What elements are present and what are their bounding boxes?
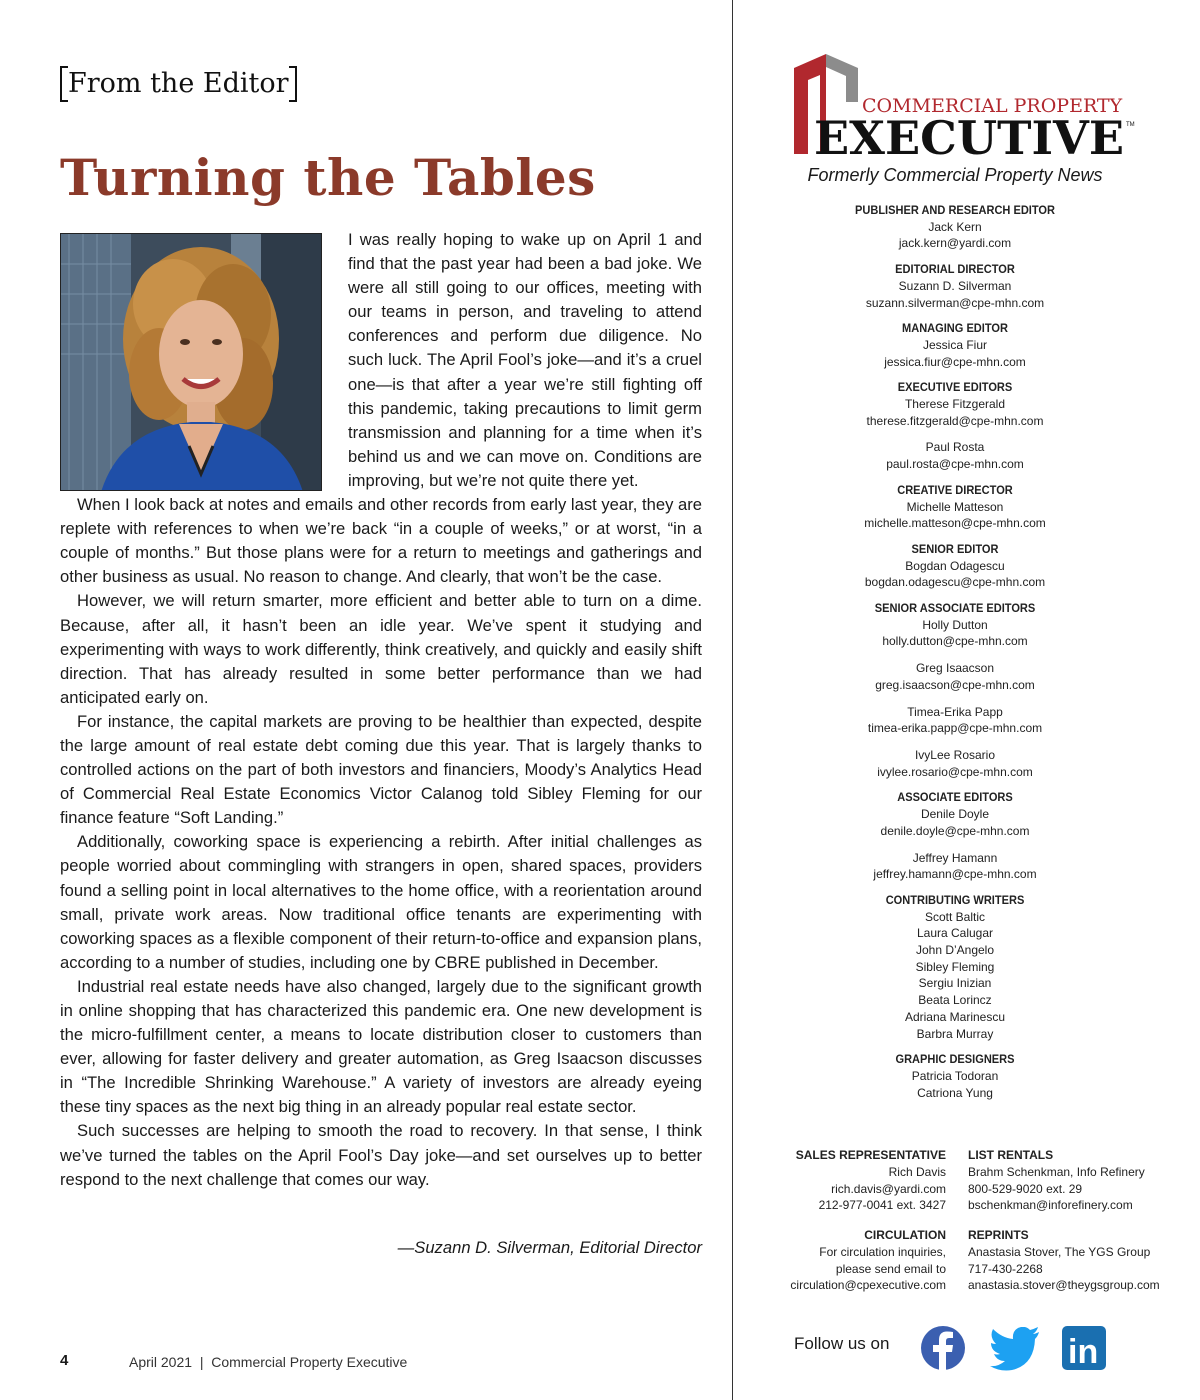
reprints-block — [968, 1227, 1158, 1294]
masthead-name: Patricia Todoran — [911, 1068, 999, 1083]
formerly-tagline: Formerly Commercial Property News — [807, 165, 1103, 185]
masthead-name: Denile Doyle — [920, 807, 990, 822]
reprints-role: REPRINTS — [968, 1228, 1029, 1242]
issue-footer: April 2021 | Commercial Property Executive — [129, 1354, 408, 1370]
masthead-name: Scott Baltic — [924, 909, 986, 924]
article-paragraph: For instance, the capital markets are proving to be healthier than expected, despite the large amount of real estate debt coming due this year. That is largely thanks to controlled actions on the part of both investors and financiers, Moody’s Analytics Head of Commercial Real Estate Economics Victor Calanog told Sibley Fleming for our finance feature “Soft Landing.” — [60, 711, 702, 828]
masthead-role: MANAGING EDITOR — [902, 321, 1008, 336]
reprints-email: anastasia.stover@theygsgroup.com — [968, 1278, 1160, 1293]
masthead-name: Catriona Yung — [917, 1085, 993, 1100]
rentals-role: LIST RENTALS — [968, 1148, 1054, 1162]
masthead-name: Adriana Marinescu — [904, 1009, 1006, 1024]
linkedin-icon[interactable] — [1062, 1326, 1108, 1372]
masthead-email: ivylee.rosario@cpe-mhn.com — [877, 764, 1033, 779]
logo-line1: COMMERCIAL PROPERTY — [862, 95, 1123, 117]
masthead-role: GRAPHIC DESIGNERS — [895, 1052, 1015, 1067]
section-label: From the Editor — [60, 66, 297, 102]
masthead-role: CREATIVE DIRECTOR — [897, 482, 1013, 497]
masthead-name: Paul Rosta — [925, 440, 985, 455]
masthead-name: Barbra Murray — [916, 1026, 994, 1041]
masthead-name: Bogdan Odagescu — [905, 558, 1005, 573]
article-paragraph: Industrial real estate needs have also changed, largely due to the significant growth in online shopping that has characterized this pandemic era. One new development is the micro-fulfillment center, a means to locate distribution closer to customers than ever, allowing for faster delivery and greater automation, as Greg Isaacson discusses in “The Incredible Shrinking Warehouse.” A variety of investors are already eyeing these tiny spaces as the next big thing in an already popular real estate sector. — [60, 976, 702, 1117]
masthead-email: jessica.fiur@cpe-mhn.com — [884, 354, 1026, 369]
masthead-role: EXECUTIVE EDITORS — [897, 380, 1013, 395]
masthead-name: Sibley Fleming — [915, 959, 995, 974]
sales-block — [770, 1147, 946, 1214]
article-paragraph: Such successes are helping to smooth the road to recovery. In that sense, I think we’ve turned the tables on the April Fool’s Day joke—and set ourselves up to better respond to the next challenge that comes our way. — [60, 1121, 702, 1189]
masthead-name: Beata Lorincz — [918, 993, 992, 1008]
masthead-email: paul.rosta@cpe-mhn.com — [886, 457, 1024, 472]
page-number: 4 — [60, 1352, 69, 1369]
rentals-email: bschenkman@inforefinery.com — [968, 1198, 1133, 1213]
masthead-role: ASSOCIATE EDITORS — [897, 790, 1013, 805]
masthead-name: Jessica Fiur — [922, 337, 987, 352]
masthead-email: michelle.matteson@cpe-mhn.com — [864, 516, 1046, 531]
masthead-name: Michelle Matteson — [906, 499, 1004, 514]
masthead-email: bogdan.odagescu@cpe-mhn.com — [864, 575, 1046, 590]
circulation-line1: For circulation inquiries, — [819, 1244, 946, 1259]
masthead-name: Jack Kern — [928, 219, 982, 234]
follow-us-label: Follow us on — [794, 1334, 890, 1353]
article-signature: —Suzann D. Silverman, Editorial Director — [397, 1238, 702, 1257]
logo-tm: TM — [1126, 122, 1135, 128]
masthead-role: SENIOR EDITOR — [911, 541, 999, 556]
circulation-email: circulation@cpexecutive.com — [790, 1278, 946, 1293]
masthead-name: Jeffrey Hamann — [912, 850, 998, 865]
sales-name: Rich Davis — [888, 1164, 946, 1179]
circulation-role: CIRCULATION — [864, 1228, 946, 1242]
masthead-email: jeffrey.hamann@cpe-mhn.com — [873, 867, 1037, 882]
masthead — [830, 202, 1080, 1110]
rentals-block — [968, 1147, 1158, 1214]
article-paragraph: However, we will return smarter, more efficient and better able to turn on a dime. Because, after all, it hasn’t been an idle year. We’ve spent it studying and experimenting with ways to work differently, think creatively, and quickly and easily shift direction. That has already resulted in some better performance than we had anticipated early on. — [60, 591, 702, 707]
masthead-name: Therese Fitzgerald — [904, 397, 1006, 412]
circulation-line2: please send email to — [835, 1261, 946, 1276]
masthead-name: Laura Calugar — [916, 926, 994, 941]
masthead-email: therese.fitzgerald@cpe-mhn.com — [866, 413, 1044, 428]
masthead-name: Suzann D. Silverman — [898, 278, 1012, 293]
masthead-email: suzann.silverman@cpe-mhn.com — [865, 295, 1045, 310]
sales-phone: 212-977-0041 ext. 3427 — [818, 1198, 946, 1213]
masthead-email: holly.dutton@cpe-mhn.com — [882, 634, 1028, 649]
article-paragraph: Additionally, coworking space is experiencing a rebirth. After initial challenges as people worried about commingling with strangers in open, shared spaces, providers found a selling point in local alternatives to the home office, with a reorientation around small, private work areas. Now traditional office tenants are experimenting with coworking spaces as a flexible component of their return-to-office and expansion plans, according to a number of studies, including one by CBRE published in December. — [60, 832, 702, 972]
masthead-email: timea-erika.papp@cpe-mhn.com — [867, 721, 1043, 736]
masthead-name: Timea-Erika Papp — [907, 704, 1003, 719]
masthead-role: EDITORIAL DIRECTOR — [895, 262, 1015, 277]
article-paragraph: I was really hoping to wake up on April 1 and find that the past year had been a bad joke. We were all still going to our offices, meeting with our teams in person, and traveling to attend conferences and perform due diligence. No such luck. The April Fool’s joke—and it’s a cruel one—is that after a year we’re still fighting off this pandemic, taking precautions to limit germ transmission and planning for a time when it’s behind us and we can move on. Conditions are improving, but we’re not quite there yet. — [348, 230, 702, 490]
circulation-block — [770, 1227, 946, 1294]
linkedin-glyph: in — [1068, 1333, 1099, 1371]
reprints-name: Anastasia Stover, The YGS Group — [968, 1244, 1151, 1259]
logo-line2: EXECUTIVE — [814, 111, 1124, 162]
masthead-role: CONTRIBUTING WRITERS — [885, 892, 1025, 907]
sales-role: SALES REPRESENTATIVE — [795, 1148, 946, 1162]
facebook-icon[interactable] — [920, 1325, 966, 1371]
sales-email: rich.davis@yardi.com — [831, 1181, 946, 1196]
reprints-phone: 717-430-2268 — [968, 1261, 1043, 1276]
article-body — [60, 228, 702, 1192]
masthead-name: John D’Angelo — [915, 943, 995, 958]
column-divider — [732, 0, 733, 1400]
masthead-email: jack.kern@yardi.com — [898, 236, 1012, 251]
twitter-icon[interactable] — [990, 1327, 1040, 1373]
article-paragraph: When I look back at notes and emails and other records from early last year, they are replete with references to when we’re back “in a couple of weeks,” or at worst, “in a couple of months.” But those plans were for a return to meetings and gatherings and other business as usual. No reason to change. And clearly, that won’t be the case. — [60, 495, 702, 587]
article-headline: Turning the Tables — [60, 148, 596, 207]
masthead-name: IvyLee Rosario — [914, 747, 996, 762]
masthead-name: Holly Dutton — [922, 617, 988, 632]
masthead-name: Sergiu Inizian — [918, 976, 992, 991]
masthead-email: greg.isaacson@cpe-mhn.com — [875, 677, 1035, 692]
rentals-name: Brahm Schenkman, Info Refinery — [968, 1164, 1145, 1179]
rentals-phone: 800-529-9020 ext. 29 — [968, 1181, 1083, 1196]
masthead-name: Greg Isaacson — [915, 661, 995, 676]
masthead-email: denile.doyle@cpe-mhn.com — [880, 823, 1030, 838]
cpe-logo — [788, 50, 1138, 162]
masthead-role: SENIOR ASSOCIATE EDITORS — [874, 601, 1036, 616]
editor-portrait-photo — [60, 233, 322, 491]
masthead-role: PUBLISHER AND RESEARCH EDITOR — [855, 203, 1055, 217]
